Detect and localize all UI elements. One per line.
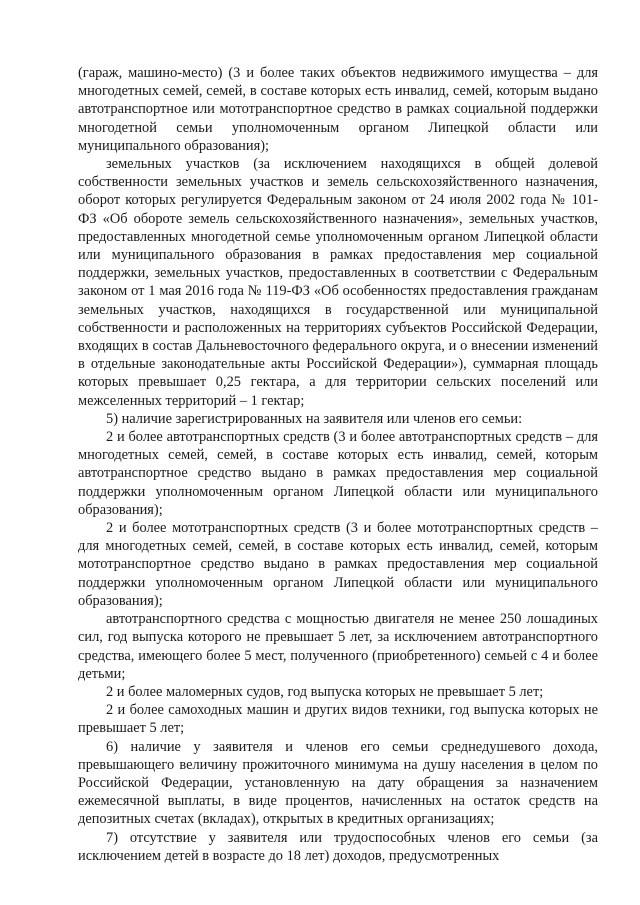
paragraph-item-5: 5) наличие зарегистрированных на заявителя или членов его семьи: <box>106 410 523 427</box>
paragraph-motorcycles: 2 и более мототранспортных средств (3 и более мототранспортных средств – для многодетных семей, семей, в составе которых есть инвалид, семей, которым мототранспортное средство выдано в рамках предоставления мер социальной поддержки уполномоченным органом Липецкой области или муниципального образования); <box>78 520 598 609</box>
paragraph-vehicles: 2 и более автотранспортных средств (3 и более автотранспортных средств – для многодетных семей, семей, в составе которых есть инвалид, семей, которым автотранспортное средство выдано в рамках предоставления мер социальной поддержки уполномоченным органом Липецкой области или муниципального образования); <box>78 429 598 518</box>
paragraph-land-plots: земельных участков (за исключением находящихся в общей долевой собственности земельных участков и земель сельскохозяйственного назначения, оборот которых регулируется Федеральным законом от 24 июля 2002 года № 101-ФЗ «Об обороте земель сельскохозяйственного назначения», земельных участков, предоставленных многодетной семье уполномоченным органом Липецкой области или муниципального образования в рамках предоставления мер социальной поддержки, земельных участков, предоставленных в соответствии с Федеральным законом от 1 мая 2016 года № 119-ФЗ «Об особенностях предоставления гражданам земельных участков, находящихся в государственной или муниципальной собственности и расположенных на территориях субъектов Российской Федерации, входящих в состав Дальневосточного федерального округа, и о внесении изменений в отдельные законодательные акты Российской Федерации»), суммарная площадь которых превышает 0,25 гектара, а для территории сельских поселений или межселенных территорий – 1 гектар; <box>78 156 598 409</box>
paragraph-powerful-vehicle: автотранспортного средства с мощностью двигателя не менее 250 лошадиных сил, год выпуска которого не превышает 5 лет, за исключением автотранспортного средства, имеющего более 5 мест, полученного (приобретенного) семьей с 4 и более детьми; <box>78 611 598 682</box>
paragraph-small-vessels: 2 и более маломерных судов, год выпуска которых не превышает 5 лет; <box>106 683 544 700</box>
document-body <box>78 64 598 865</box>
paragraph-self-propelled: 2 и более самоходных машин и других видов техники, год выпуска которых не превышает 5 лет; <box>78 702 598 737</box>
paragraph-garage: (гараж, машино-место) (3 и более таких объектов недвижимого имущества – для многодетных семей, семей, в составе которых есть инвалид, семей, которым выдано автотранспортное или мототранспортное средство в рамках социальной поддержки многодетной семьи уполномоченным органом Липецкой области или муниципального образования); <box>78 65 598 154</box>
paragraph-item-7: 7) отсутствие у заявителя или трудоспособных членов его семьи (за исключением детей в возрасте до 18 лет) доходов, предусмотренных <box>78 829 598 864</box>
paragraph-item-6: 6) наличие у заявителя и членов его семьи среднедушевого дохода, превышающего величину прожиточного минимума на душу населения в целом по Российской Федерации, установленную на дату обращения за назначением ежемесячной выплаты, в виде процентов, начисленных на остаток средств на депозитных счетах (вкладах), открытых в кредитных организациях; <box>78 738 598 828</box>
